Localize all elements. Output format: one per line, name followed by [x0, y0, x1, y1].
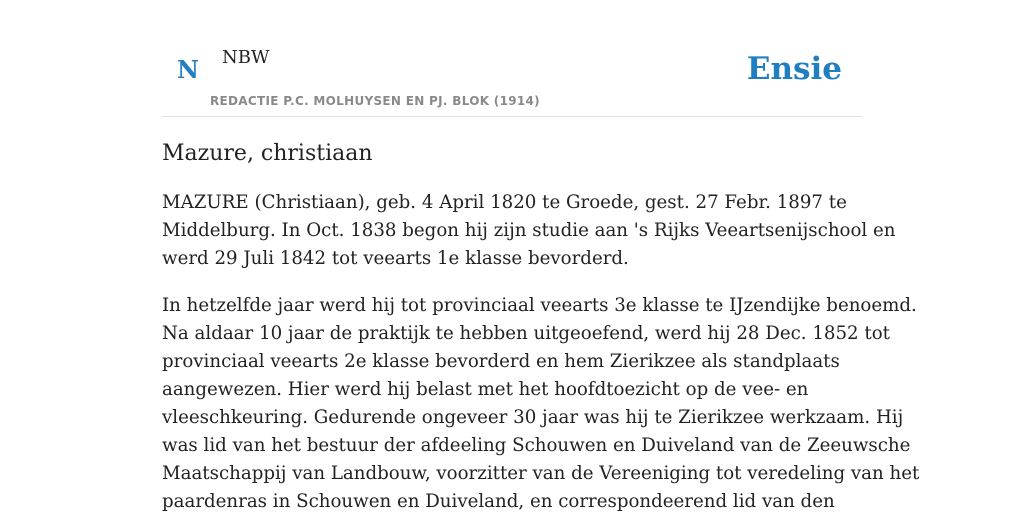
paragraph-line: werd 29 Juli 1842 tot veearts 1e klasse bevorderd. — [162, 248, 629, 269]
paragraph-line: Maatschappij van Landbouw, voorzitter van de Vereeniging tot veredeling van het — [162, 463, 920, 484]
paragraph-line: In hetzelfde jaar werd hij tot provinciaal veearts 3e klasse te IJzendijke benoemd. — [162, 295, 917, 316]
article-title: Mazure, christiaan — [162, 141, 373, 166]
paragraph-line: Na aldaar 10 jaar de praktijk te hebben uitgeoefend, werd hij 28 Dec. 1852 tot — [162, 323, 890, 344]
article-paragraph — [162, 292, 920, 512]
site-header — [162, 0, 862, 117]
paragraph-line: vleeschkeuring. Gedurende ongeveer 30 jaar was hij te Zierikzee werkzaam. Hij — [162, 407, 904, 428]
paragraph-line: provinciaal veearts 2e klasse bevorderd en hem Zierikzee als standplaats — [162, 351, 840, 372]
paragraph-line: MAZURE (Christiaan), geb. 4 April 1820 te Groede, gest. 27 Febr. 1897 te — [162, 192, 847, 213]
paragraph-line: Middelburg. In Oct. 1838 begon hij zijn studie aan 's Rijks Veeartsenijschool en — [162, 220, 896, 241]
article — [162, 138, 920, 512]
source-subtitle: REDACTIE P.C. MOLHUYSEN EN PJ. BLOK (1914) — [210, 94, 540, 108]
source-logo[interactable]: N — [177, 55, 199, 84]
source-name[interactable]: NBW — [222, 47, 270, 68]
article-paragraph — [162, 189, 896, 273]
paragraph-line: aangewezen. Hier werd hij belast met het hoofdtoezicht op de vee- en — [162, 379, 809, 400]
brand-logo-link[interactable]: Ensie — [746, 51, 842, 87]
paragraph-line: paardenras in Schouwen en Duiveland, en correspondeerend lid van den — [162, 491, 835, 512]
paragraph-line: was lid van het bestuur der afdeeling Schouwen en Duiveland van de Zeeuwsche — [162, 435, 911, 456]
